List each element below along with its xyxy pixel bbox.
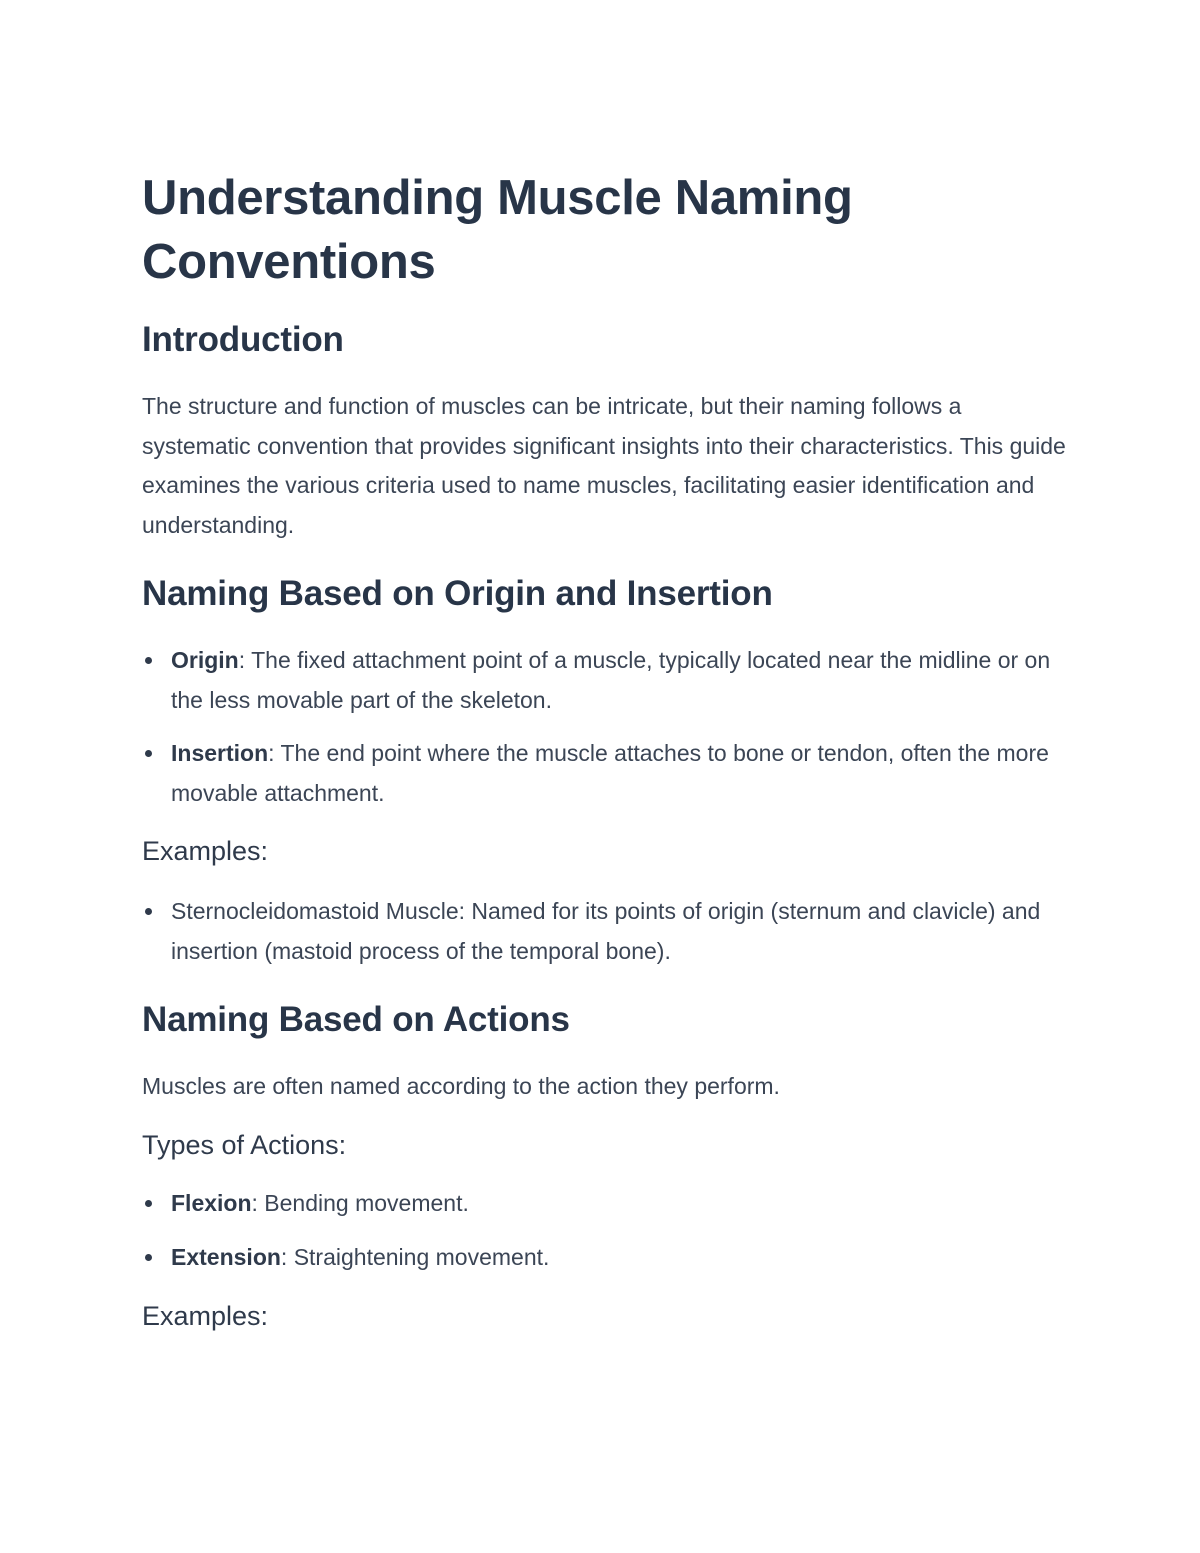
term-description: The end point where the muscle attaches to bone or tendon, often the more movable attachment. <box>171 740 1049 806</box>
term-separator: : <box>268 740 275 766</box>
term-separator: : <box>251 1190 258 1216</box>
term-separator: : <box>238 647 246 673</box>
page-title: Understanding Muscle Naming Conventions <box>142 171 853 289</box>
term-description: Bending movement. <box>257 1190 469 1216</box>
term-label: Insertion <box>171 740 269 766</box>
section-heading-actions: Naming Based on Actions <box>142 1000 570 1039</box>
section-heading-introduction: Introduction <box>142 320 344 359</box>
origin-examples-list <box>142 892 1072 985</box>
list-item <box>142 641 1072 720</box>
list-item <box>142 1184 1072 1224</box>
section-heading-origin-insertion: Naming Based on Origin and Insertion <box>142 574 773 613</box>
term-label: Flexion <box>171 1190 252 1216</box>
actions-list <box>142 1184 1072 1291</box>
term-description: Straightening movement. <box>287 1243 550 1270</box>
term-separator: : <box>280 1243 288 1270</box>
actions-paragraph: Muscles are often named according to the action they perform. <box>142 1073 780 1099</box>
subheading-examples-actions: Examples: <box>142 1301 269 1331</box>
list-item: Sternocleidomastoid Muscle: Named for its points of origin (sternum and clavicle) and insertion (mastoid process of the temporal bone). <box>142 892 1072 971</box>
term-label: Extension <box>171 1243 281 1270</box>
term-description: The fixed attachment point of a muscle, typically located near the midline or on the less movable part of the skeleton. <box>171 647 1051 713</box>
intro-paragraph: The structure and function of muscles can be intricate, but their naming follows a systematic convention that provides significant insights into their characteristics. This guide examines the various criteria used to name muscles, facilitating easier identification and understanding. <box>142 393 1066 538</box>
list-item <box>142 1238 1072 1278</box>
origin-insertion-list <box>142 641 1072 827</box>
list-item <box>142 734 1072 813</box>
subheading-types-of-actions: Types of Actions: <box>142 1130 347 1160</box>
term-label: Origin <box>171 647 239 673</box>
subheading-examples: Examples: <box>142 836 269 866</box>
